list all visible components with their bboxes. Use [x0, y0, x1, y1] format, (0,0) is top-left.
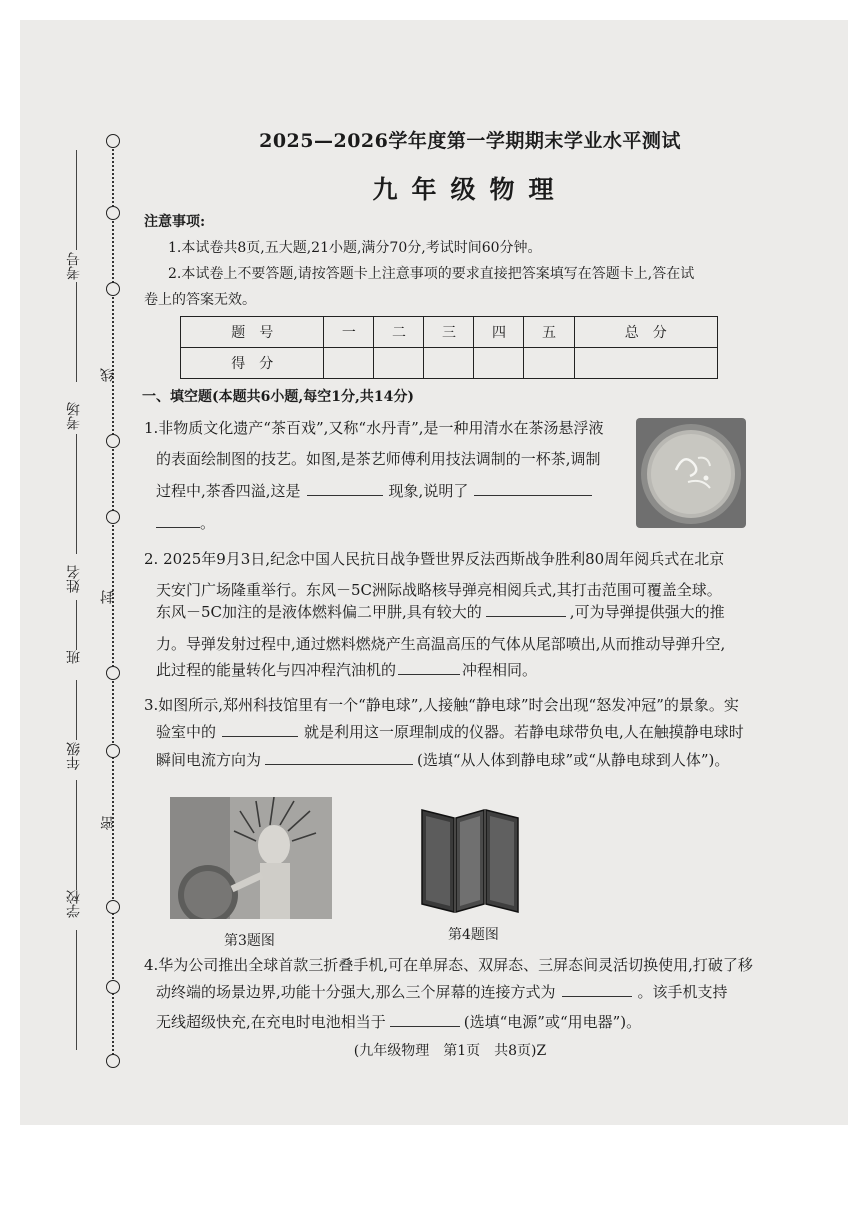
tea-art-photo	[636, 418, 746, 528]
q2-line-3	[156, 602, 725, 622]
q2-line-1: 2. 2025年9月3日,纪念中国人民抗日战争暨世界反法西斯战争胜利80周年阅兵式在北京	[144, 550, 725, 568]
q3-line-2	[156, 722, 744, 742]
q1-line-4	[156, 513, 215, 533]
static-ball-photo	[170, 797, 332, 919]
page-footer: (九年级物理 第1页 共8页)Z	[353, 1043, 547, 1059]
q4-blank-2	[390, 1012, 460, 1027]
school-label: 学校	[66, 890, 82, 918]
q3-text-3b: (选填“从人体到静电球”或“从静电球到人体”)。	[417, 751, 730, 769]
q1-text-3b: 现象,说明了	[388, 482, 469, 500]
trifold-phone-illustration	[418, 800, 522, 920]
score-cell-empty	[424, 348, 474, 379]
q1-line-2: 的表面绘制图的技艺。如图,是茶艺师傅利用技法调制的一杯茶,调制	[156, 450, 601, 468]
school-underline	[76, 780, 77, 890]
binding-mark-xian: 线	[100, 368, 116, 382]
score-row-label: 得 分	[181, 348, 324, 379]
q4-text-3b: (选填“电源”或“用电器”)。	[463, 1013, 642, 1031]
q2-text-5a: 此过程的能量转化与四冲程汽油机的	[156, 661, 397, 679]
notes-line-1: 1.本试卷共8页,五大题,21小题,满分70分,考试时间60分钟。	[168, 240, 542, 256]
exam-paper	[20, 20, 848, 1125]
exam-room-label: 考场	[66, 402, 82, 430]
binding-hole-circle	[106, 510, 120, 524]
class-label: 班	[66, 650, 82, 664]
score-table-cell: 题 号	[181, 317, 324, 348]
binding-hole-circle	[106, 282, 120, 296]
q1-line-3	[156, 481, 592, 501]
q2-line-4: 力。导弹发射过程中,通过燃料燃烧产生高温高压的气体从尾部喷出,从而推动导弹升空,	[156, 635, 726, 653]
binding-mark-mi: 密	[100, 816, 116, 830]
binding-hole-circle	[106, 206, 120, 220]
grade-label: 年级	[66, 742, 82, 770]
binding-hole-circle	[106, 744, 120, 758]
q4-line-3	[156, 1012, 641, 1032]
binding-hole-circle	[106, 1054, 120, 1068]
score-cell-empty	[474, 348, 524, 379]
tea-art-illustration	[636, 418, 746, 528]
q3-blank-1	[222, 722, 298, 737]
score-cell-empty	[374, 348, 424, 379]
score-table-cell: 五	[524, 317, 574, 348]
static-ball-illustration	[170, 797, 332, 919]
q1-text-4: 。	[200, 514, 216, 532]
score-cell-empty	[574, 348, 718, 379]
score-table-cell: 四	[474, 317, 524, 348]
q1-blank-2-cont	[156, 513, 200, 528]
q3-text-3a: 瞬间电流方向为	[156, 751, 262, 769]
score-table-cell: 总 分	[574, 317, 718, 348]
name-label: 姓名	[66, 565, 82, 593]
score-table-cell: 二	[374, 317, 424, 348]
exam-no-label: 考号	[66, 252, 82, 280]
name-underline	[76, 434, 77, 554]
score-table-score-row	[181, 348, 718, 379]
section-1-heading: 一、填空题(本题共6小题,每空1分,共14分)	[142, 389, 414, 405]
q1-blank-1	[307, 481, 383, 496]
score-table	[180, 316, 718, 379]
school-underline-2	[76, 930, 77, 1050]
score-table-cell: 一	[324, 317, 374, 348]
notes-line-2b: 卷上的答案无效。	[144, 292, 256, 308]
binding-hole-circle	[106, 666, 120, 680]
q2-text-5b: 冲程相同。	[462, 661, 538, 679]
q4-line-2	[156, 982, 728, 1002]
exam-subtitle: 九年级物理	[372, 175, 568, 204]
class-underline	[76, 600, 77, 650]
exam-title: 2025—2026学年度第一学期期末学业水平测试	[259, 130, 681, 152]
grade-underline	[76, 680, 77, 740]
q3-line-1: 3.如图所示,郑州科技馆里有一个“静电球”,人接触“静电球”时会出现“怒发冲冠”的景象。实	[144, 696, 739, 714]
q1-blank-2	[474, 481, 592, 496]
q1-line-1: 1.非物质文化遗产“茶百戏”,又称“水丹青”,是一种用清水在茶汤悬浮液	[144, 419, 604, 437]
q3-blank-2	[265, 750, 413, 765]
q2-line-5	[156, 660, 537, 680]
score-table-cell: 三	[424, 317, 474, 348]
q2-blank-1	[486, 602, 566, 617]
score-cell-empty	[524, 348, 574, 379]
q4-blank-1	[562, 982, 632, 997]
notes-line-2a: 2.本试卷上不要答题,请按答题卡上注意事项的要求直接把答案填写在答题卡上,答在试	[168, 266, 695, 282]
q2-text-3a: 东风－5C加注的是液体燃料偏二甲肼,具有较大的	[156, 603, 482, 621]
binding-hole-circle	[106, 980, 120, 994]
score-table-header-row	[181, 317, 718, 348]
q3-text-2a: 验室中的	[156, 723, 217, 741]
q3-line-3	[156, 750, 729, 770]
q4-text-3a: 无线超级快充,在充电时电池相当于	[156, 1013, 386, 1031]
q4-text-2b: 。该手机支持	[637, 983, 728, 1001]
q2-blank-2	[398, 660, 460, 675]
exam-no-underline	[76, 150, 77, 250]
q2-line-2: 天安门广场隆重举行。东风－5C洲际战略核导弹亮相阅兵式,其打击范围可覆盖全球。	[156, 581, 722, 599]
q1-text-3a: 过程中,茶香四溢,这是	[156, 482, 301, 500]
q4-line-1: 4.华为公司推出全球首款三折叠手机,可在单屏态、双屏态、三屏态间灵活切换使用,打破了移	[144, 956, 753, 974]
q4-text-2a: 动终端的场景边界,功能十分强大,那么三个屏幕的连接方式为	[156, 983, 556, 1001]
binding-mark-feng: 封	[100, 590, 116, 604]
binding-hole-circle	[106, 900, 120, 914]
fig4-caption: 第4题图	[448, 927, 499, 943]
q3-text-2b: 就是利用这一原理制成的仪器。若静电球带负电,人在触摸静电球时	[304, 723, 744, 741]
binding-hole-circle	[106, 134, 120, 148]
trifold-phone-image	[418, 800, 522, 920]
fig3-caption: 第3题图	[224, 933, 275, 949]
score-cell-empty	[324, 348, 374, 379]
binding-hole-circle	[106, 434, 120, 448]
q2-text-3b: ,可为导弹提供强大的推	[569, 603, 725, 621]
room-underline	[76, 282, 77, 382]
notes-heading: 注意事项:	[144, 214, 206, 230]
